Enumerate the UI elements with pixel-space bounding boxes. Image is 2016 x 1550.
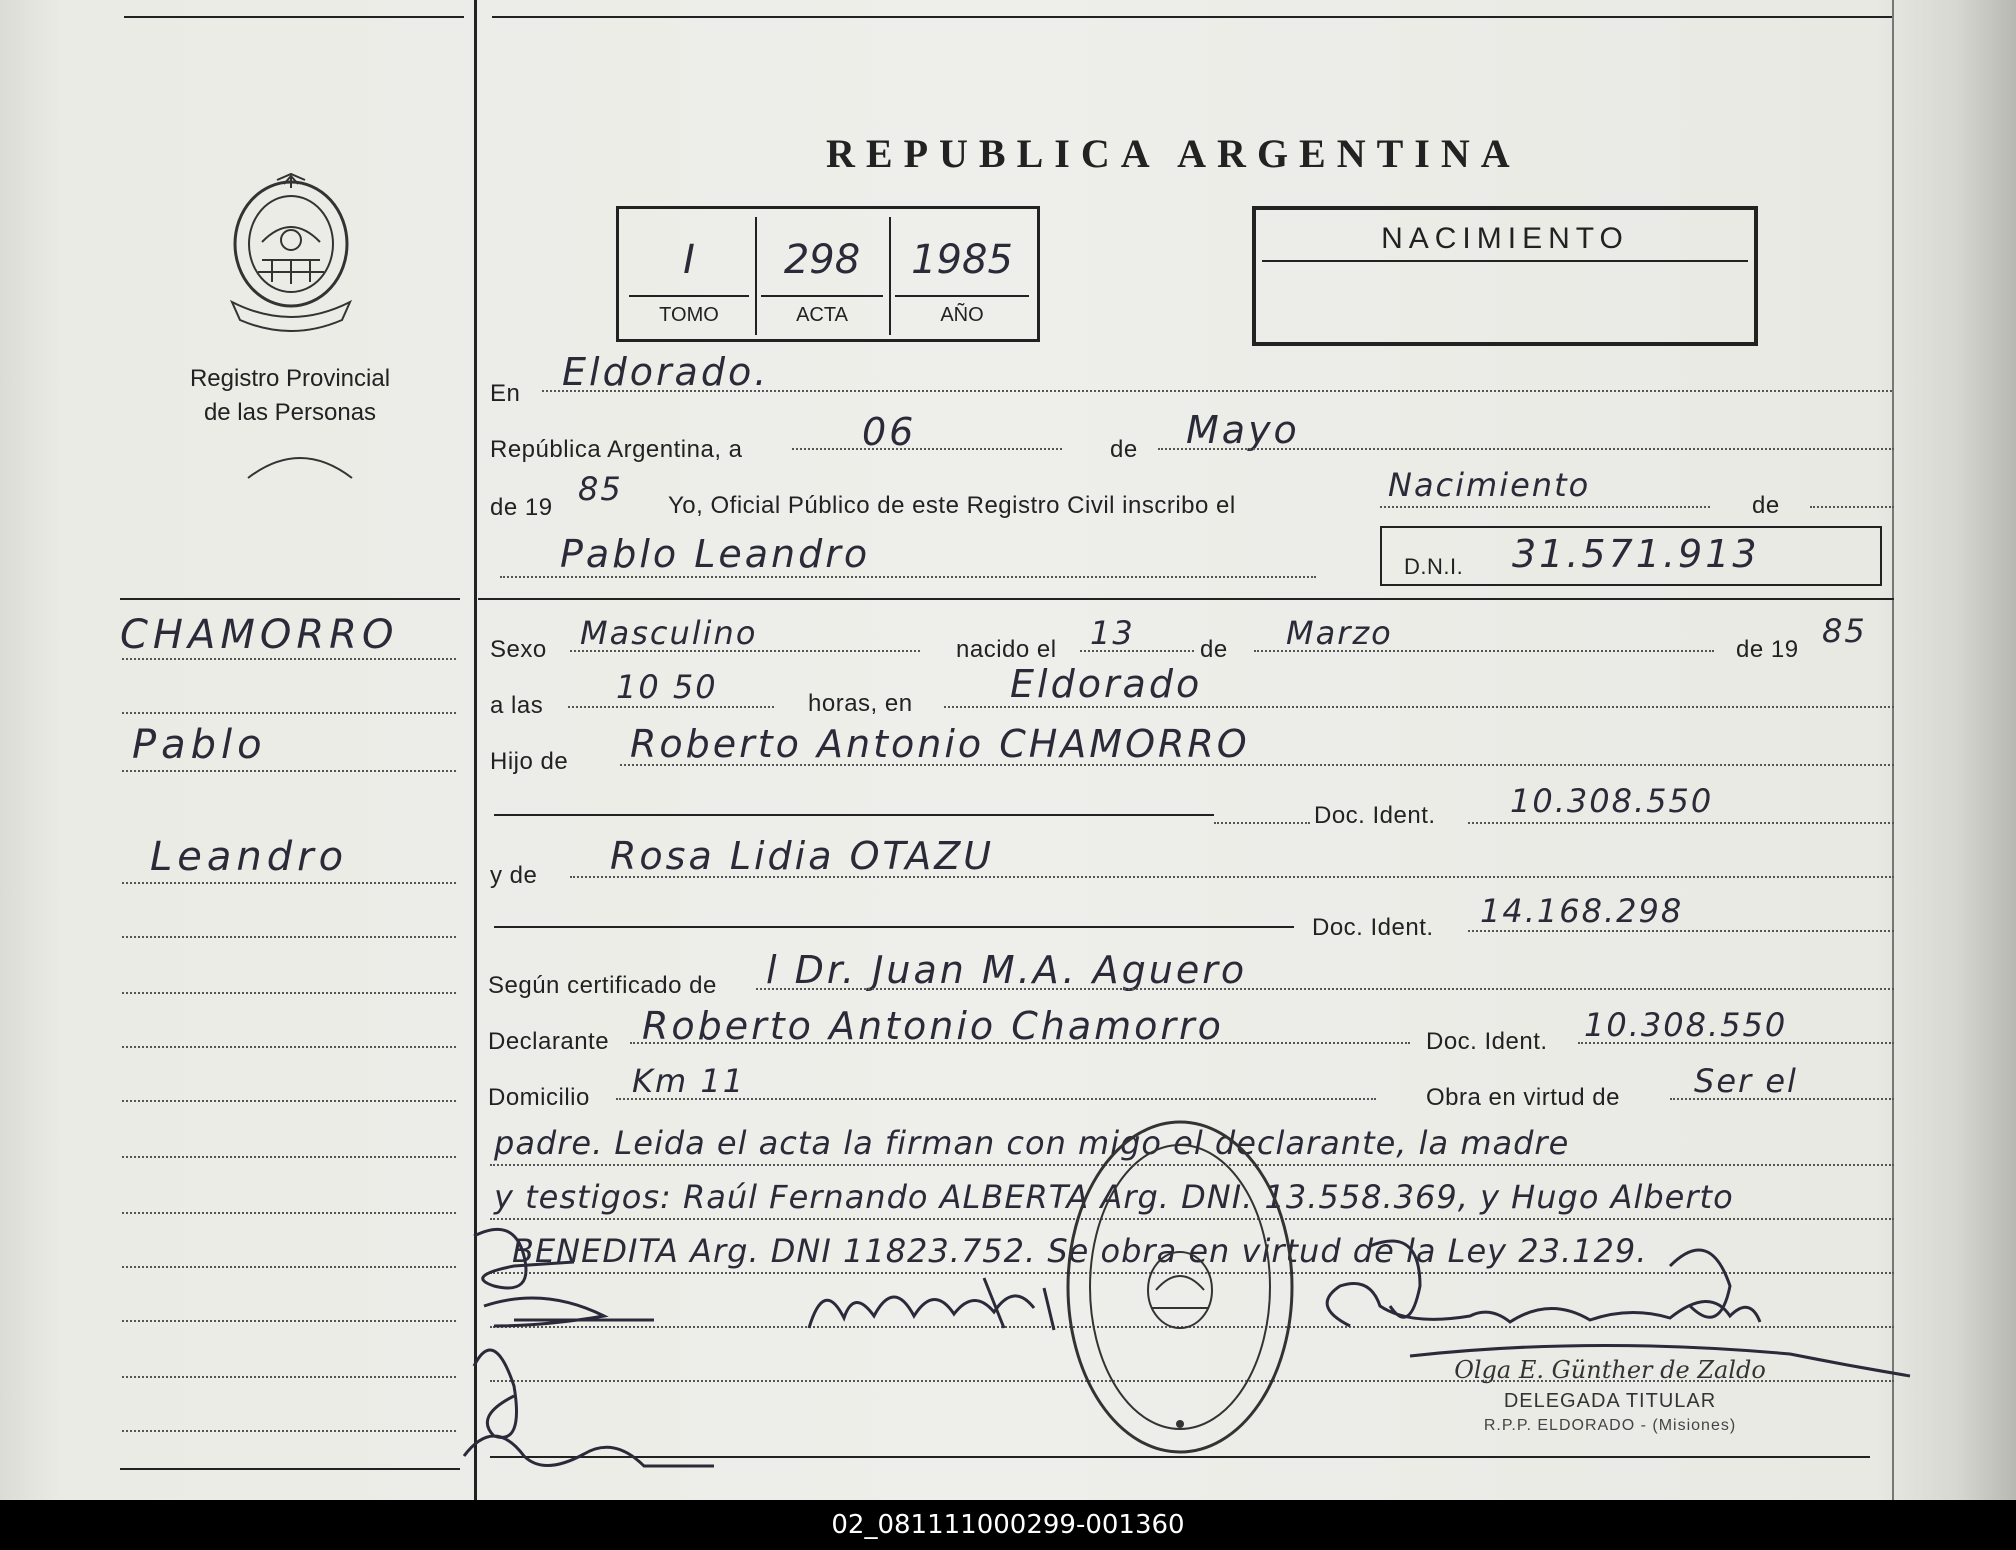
margin-dotted-line [122, 1266, 456, 1268]
decorative-arc-icon [244, 448, 356, 482]
horas-label: horas, en [808, 690, 913, 717]
mother-name-line [570, 876, 1894, 878]
top-rule-right [492, 16, 1894, 18]
margin-dotted-line [122, 1046, 456, 1048]
year-prefix: de 19 [490, 494, 553, 521]
sexo-line [570, 650, 920, 652]
de2-line [1810, 506, 1894, 508]
de2-label: de [1752, 492, 1780, 519]
misiones-coat-of-arms-icon [222, 172, 360, 332]
tomo-label: TOMO [659, 304, 719, 326]
father-name: Roberto Antonio CHAMORRO [630, 722, 1250, 766]
country-heading: REPUBLICA ARGENTINA [826, 131, 1521, 176]
birth-year-prefix: de 19 [1736, 636, 1799, 663]
notes-line-3: BENEDITA Arg. DNI 11823.752. Se obra en virtud de la Ley 23.129. [512, 1232, 1648, 1270]
margin-dotted-line [122, 770, 456, 772]
declarante-label: Declarante [488, 1028, 610, 1055]
margin-dotted-line [122, 992, 456, 994]
mother-blank-line [494, 926, 1294, 928]
margin-rule-bottom [120, 1468, 460, 1470]
margin-dotted-line [122, 1156, 456, 1158]
yo-text: Yo, Oficial Público de este Registro Civil inscribo el [668, 492, 1236, 519]
father-name-line [620, 764, 1894, 766]
margin-dotted-line [122, 1376, 456, 1378]
declarante-doc-line [1578, 1042, 1894, 1044]
inscribo-line [1380, 506, 1710, 508]
birth-day: 13 [1090, 614, 1135, 652]
birth-month: Marzo [1286, 614, 1393, 652]
father-doc-line [1468, 822, 1894, 824]
margin-dotted-line [122, 658, 456, 660]
child-name-line [500, 576, 1316, 578]
mother-doc: 14.168.298 [1480, 892, 1684, 930]
child-name: Pablo Leandro [560, 532, 871, 576]
margin-dotted-line [122, 1430, 456, 1432]
hijo-label: Hijo de [490, 748, 569, 775]
record-type-box [1252, 206, 1758, 346]
tomo-value: I [683, 237, 695, 283]
declarante-line [630, 1042, 1410, 1044]
notes-line-2: y testigos: Raúl Fernando ALBERTA Arg. DNI. 13.558.369, y Hugo Alberto [494, 1178, 1734, 1216]
republica-label: República Argentina, a [490, 436, 743, 463]
day-value: 06 [862, 410, 917, 454]
en-line [542, 390, 1892, 392]
margin-dotted-line [122, 1100, 456, 1102]
document-caption: 02_081111000299-001360 [0, 1500, 2016, 1550]
birth-place-line [944, 706, 1894, 708]
month-line [1158, 448, 1894, 450]
official-stamp-icon [1060, 1112, 1300, 1462]
month-value: Mayo [1186, 408, 1300, 452]
year-suffix: 85 [578, 470, 623, 508]
birth-place: Eldorado [1010, 662, 1203, 706]
en-value: Eldorado. [562, 350, 770, 394]
obra-label: Obra en virtud de [1426, 1084, 1620, 1111]
anio-value: 1985 [911, 237, 1013, 283]
acta-cell [757, 217, 887, 335]
declarante-value: Roberto Antonio Chamorro [642, 1004, 1224, 1048]
officer-block [1420, 1356, 1800, 1435]
domicilio-line [616, 1098, 1376, 1100]
top-rule-left [124, 16, 464, 18]
registry-name-line1: Registro Provincial [189, 365, 391, 392]
officer-title: DELEGADA TITULAR [1503, 1390, 1717, 1412]
birth-month-line [1254, 650, 1714, 652]
de3-label: de [1200, 636, 1228, 663]
margin-surname: CHAMORRO [120, 612, 399, 658]
en-label: En [490, 380, 521, 407]
declarante-doc: 10.308.550 [1584, 1006, 1788, 1044]
doc-ident-label-mother: Doc. Ident. [1312, 914, 1434, 941]
nacido-label: nacido el [956, 636, 1057, 663]
anio-cell [891, 217, 1033, 335]
father-doc-lead [1214, 822, 1310, 824]
margin-dotted-line [122, 1320, 456, 1322]
mother-doc-line [1468, 930, 1894, 932]
sexo-label: Sexo [490, 636, 547, 663]
margin-first-name: Pablo [132, 722, 267, 768]
birth-year-suffix: 85 [1822, 612, 1867, 650]
day-line [792, 448, 1062, 450]
notes-line-1: padre. Leida el acta la firman con migo el declarante, la madre [494, 1124, 1570, 1162]
certificate-value: l Dr. Juan M.A. Aguero [766, 948, 1248, 992]
hour-value: 10 50 [616, 668, 718, 706]
y-de-label: y de [490, 862, 538, 889]
registry-number-box [616, 206, 1040, 342]
a-las-label: a las [490, 692, 544, 719]
inscribo-value: Nacimiento [1388, 466, 1591, 504]
anio-label: AÑO [940, 304, 984, 326]
father-blank-line [494, 814, 1214, 816]
certificate-line [756, 988, 1894, 990]
dni-box [1380, 526, 1882, 586]
dni-label: D.N.I. [1404, 554, 1464, 579]
acta-value: 298 [783, 237, 861, 283]
margin-rule-top [120, 598, 460, 600]
witness-signature-left [454, 1216, 774, 1486]
registry-name [140, 362, 440, 430]
obra-line [1670, 1098, 1894, 1100]
witness-signature-middle [804, 1268, 1074, 1338]
dni-value: 31.571.913 [1512, 532, 1760, 576]
doc-ident-label-declarante: Doc. Ident. [1426, 1028, 1548, 1055]
margin-dotted-line [122, 712, 456, 714]
section-rule [478, 598, 1894, 600]
birth-day-line [1080, 650, 1194, 652]
acta-label: ACTA [796, 304, 848, 326]
officer-office: R.P.P. ELDORADO - (Misiones) [1483, 1417, 1737, 1434]
doc-ident-label-father: Doc. Ident. [1314, 802, 1436, 829]
domicilio-label: Domicilio [488, 1084, 590, 1111]
de-label: de [1110, 436, 1138, 463]
margin-dotted-line [122, 1212, 456, 1214]
hour-line [568, 706, 774, 708]
margin-dotted-line [122, 936, 456, 938]
segun-label: Según certificado de [488, 972, 717, 999]
father-doc: 10.308.550 [1510, 782, 1714, 820]
margin-dotted-line [122, 882, 456, 884]
registry-name-line2: de las Personas [203, 399, 377, 426]
tomo-cell [625, 217, 753, 335]
sexo-value: Masculino [580, 614, 758, 652]
margin-second-name: Leandro [150, 834, 349, 880]
mother-name: Rosa Lidia OTAZU [610, 834, 995, 878]
obra-value: Ser el [1694, 1062, 1798, 1100]
officer-name: Olga E. Günther de Zaldo [1454, 1356, 1766, 1384]
domicilio-value: Km 11 [632, 1062, 746, 1100]
record-type-title: NACIMIENTO [1381, 222, 1629, 255]
